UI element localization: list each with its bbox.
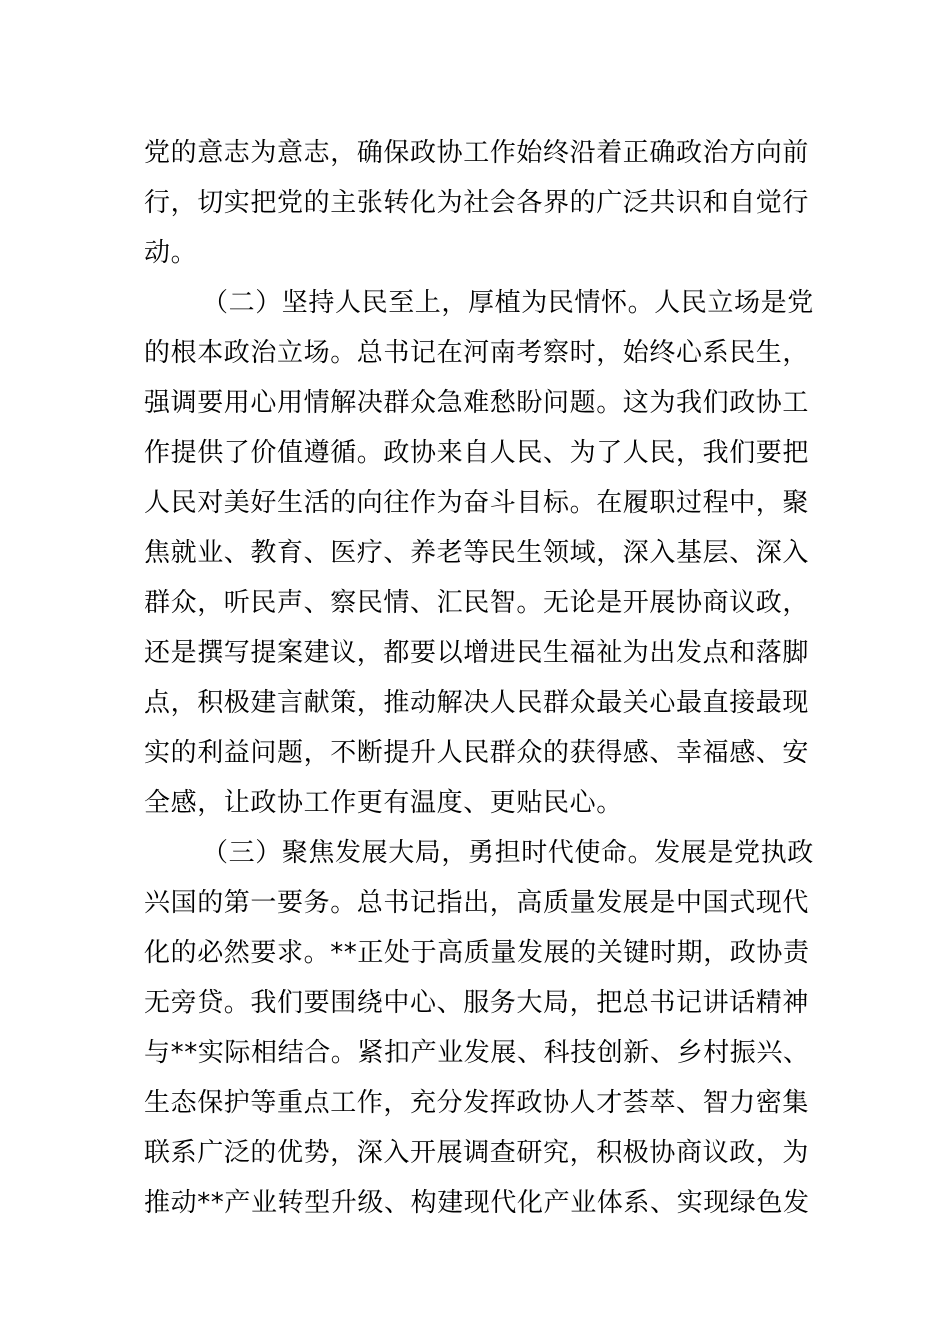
text-line: 作提供了价值遵循。政协来自人民、为了人民，我们要把 xyxy=(144,438,810,468)
text-line: 强调要用心用情解决群众急难愁盼问题。这为我们政协工 xyxy=(144,388,810,418)
text-line: 人民对美好生活的向往作为奋斗目标。在履职过程中，聚 xyxy=(144,488,810,518)
text-line: 与**实际相结合。紧扣产业发展、科技创新、乡村振兴、 xyxy=(144,1038,810,1068)
text-line: 联系广泛的优势，深入开展调查研究，积极协商议政，为 xyxy=(144,1138,810,1168)
section-3-heading-line: （三）聚焦发展大局，勇担时代使命。发展是党执政 xyxy=(202,838,814,868)
text-line: 的根本政治立场。总书记在河南考察时，始终心系民生， xyxy=(144,338,810,368)
text-line: 生态保护等重点工作，充分发挥政协人才荟萃、智力密集 xyxy=(144,1088,810,1118)
section-2-heading-line: （二）坚持人民至上，厚植为民情怀。人民立场是党 xyxy=(202,288,814,318)
text-line: 化的必然要求。**正处于高质量发展的关键时期，政协责 xyxy=(144,938,810,968)
text-line: 焦就业、教育、医疗、养老等民生领域，深入基层、深入 xyxy=(144,538,810,568)
text-line: 推动**产业转型升级、构建现代化产业体系、实现绿色发 xyxy=(144,1188,810,1218)
text-line: 动。 xyxy=(144,238,198,268)
text-line: 点，积极建言献策，推动解决人民群众最关心最直接最现 xyxy=(144,688,810,718)
body-text xyxy=(144,128,814,1228)
text-line: 兴国的第一要务。总书记指出，高质量发展是中国式现代 xyxy=(144,888,810,918)
text-line: 群众，听民声、察民情、汇民智。无论是开展协商议政， xyxy=(144,588,810,618)
text-line: 无旁贷。我们要围绕中心、服务大局，把总书记讲话精神 xyxy=(144,988,810,1018)
text-line: 全感，让政协工作更有温度、更贴民心。 xyxy=(144,788,623,818)
text-line: 党的意志为意志，确保政协工作始终沿着正确政治方向前 xyxy=(144,138,810,168)
text-line: 还是撰写提案建议，都要以增进民生福祉为出发点和落脚 xyxy=(144,638,810,668)
text-line: 行，切实把党的主张转化为社会各界的广泛共识和自觉行 xyxy=(144,188,810,218)
text-line: 实的利益问题，不断提升人民群众的获得感、幸福感、安 xyxy=(144,738,810,768)
